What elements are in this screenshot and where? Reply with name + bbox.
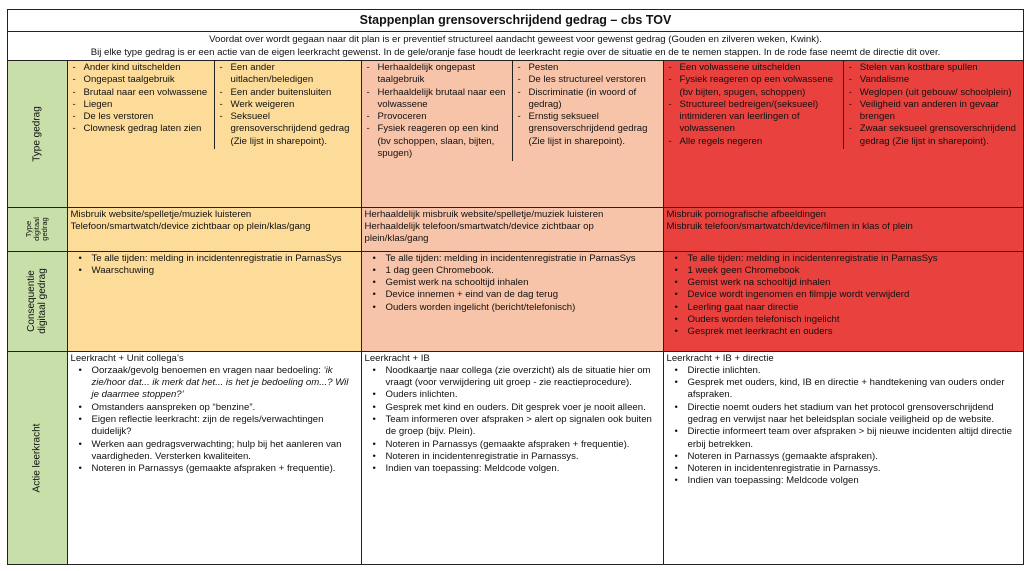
actie-orange-head: Leerkracht + IB — [364, 352, 430, 364]
list-item: • Gesprek met leerkracht en ouders — [667, 326, 1021, 338]
cell-red-consequentie — [663, 251, 1023, 351]
list-item: - Vandalisme — [847, 74, 1020, 86]
list-orange-a — [365, 62, 509, 160]
intro-line-2: Bij elke type gedrag is er een actie van de eigen leerkracht gewenst. In de gele/oranje fase houdt de leerkracht regie over de situatie en de te nemen stappen. In de rode fase neemt de directie dit over. — [90, 47, 941, 58]
list-item: • Device innemen + eind van de dag terug — [365, 289, 660, 301]
list-item: - Pesten — [516, 62, 660, 74]
list-item: • Gemist werk na schooltijd inhalen — [667, 277, 1021, 289]
list-item: • Noteren in incidentenregistratie in Parnassys. — [365, 451, 660, 463]
list-item: • Omstanders aanspreken op “benzine”. — [71, 402, 358, 414]
list-item: • Noteren in Parnassys (gemaakte afspraken + frequentie). — [71, 463, 358, 475]
list-item: - Herhaaldelijk brutaal naar een volwassene — [365, 87, 509, 112]
row-label-type-digitaal: Type digitaal gedrag — [8, 207, 67, 251]
list-item: • Directie inlichten. — [667, 365, 1021, 377]
list-item: • Te alle tijden: melding in incidentenregistratie in ParnasSys — [365, 253, 660, 265]
list-item: - De les verstoren — [71, 111, 211, 123]
list-item: • Te alle tijden: melding in incidentenregistratie in ParnasSys — [71, 253, 358, 265]
list-item: - Veiligheid van anderen in gevaar brengen — [847, 99, 1020, 124]
list-item: - Clownesk gedrag laten zien — [71, 123, 211, 135]
list-item: - Ernstig seksueel grensoverschrijdend gedrag (Zie lijst in sharepoint). — [516, 111, 660, 148]
list-orange-b — [516, 62, 660, 148]
list-item: - Alle regels negeren — [667, 136, 840, 148]
list-item: - Een volwassene uitschelden — [667, 62, 840, 74]
list-orange-actie — [365, 365, 660, 476]
behaviour-table — [8, 61, 1023, 564]
list-red-a — [667, 62, 840, 148]
list-item: • Team informeren over afspraken > alert op signalen ook buiten de groep (bijv. Plein). — [365, 414, 660, 439]
list-yellow-actie — [71, 365, 358, 402]
list-item: - Stelen van kostbare spullen — [847, 62, 1020, 74]
list-yellow-b — [218, 62, 358, 148]
page-title: Stappenplan grensoverschrijdend gedrag – cbs TOV — [8, 10, 1023, 32]
list-red-consequentie — [667, 253, 1021, 339]
list-item: • Gesprek met ouders, kind, IB en directie + handtekening van ouders onder afspraken. — [667, 377, 1021, 402]
list-item: - De les structureel verstoren — [516, 74, 660, 86]
list-item: - Provoceren — [365, 111, 509, 123]
list-item: • 1 week geen Chromebook — [667, 265, 1021, 277]
list-item: • 1 dag geen Chromebook. — [365, 265, 660, 277]
list-item: • Te alle tijden: melding in incidentenregistratie in ParnasSys — [667, 253, 1021, 265]
row-label-actie: Actie leerkracht — [8, 351, 67, 564]
list-item: • Directie noemt ouders het stadium van het protocol grensoverschrijdend gedrag en verwijst naar het beleidsplan sociale veiligheid op de website. — [667, 402, 1021, 427]
list-item: • Noteren in incidentenregistratie in Parnassys. — [667, 463, 1021, 475]
list-item: • Ouders worden telefonisch ingelicht — [667, 314, 1021, 326]
list-item: - Discriminatie (in woord of gedrag) — [516, 87, 660, 112]
list-orange-consequentie — [365, 253, 660, 314]
list-item: - Ander kind uitschelden — [71, 62, 211, 74]
list-item: • Indien van toepassing: Meldcode volgen. — [365, 463, 660, 475]
row-actie — [8, 351, 1023, 564]
cell-yellow-actie — [67, 351, 361, 564]
list-item: • Ouders inlichten. — [365, 389, 660, 401]
list-item: - Een ander buitensluiten — [218, 87, 358, 99]
cell-orange-consequentie — [361, 251, 663, 351]
list-item: • Ouders worden ingelicht (bericht/telefonisch) — [365, 302, 660, 314]
cell-yellow-consequentie — [67, 251, 361, 351]
cell-red-actie — [663, 351, 1023, 564]
list-item: - Liegen — [71, 99, 211, 111]
list-item: • Oorzaak/gevolg benoemen en vragen naar bedoeling: ‘ik zie/hoor dat... ik merk dat het... is het je bedoeling om...? Wil je daarmee stoppen?’ — [71, 365, 358, 402]
list-item: • Gesprek met kind en ouders. Dit gesprek voer je nooit alleen. — [365, 402, 660, 414]
list-item: - Werk weigeren — [218, 99, 358, 111]
list-item: - Zwaar seksueel grensoverschrijdend gedrag (Zie lijst in sharepoint). — [847, 123, 1020, 148]
list-item: - Seksueel grensoverschrijdend gedrag (Zie lijst in sharepoint). — [218, 111, 358, 148]
intro-text — [8, 32, 1023, 61]
row-consequentie — [8, 251, 1023, 351]
cell-orange-digitaal: Herhaaldelijk misbruik website/spelletje/muziek luisteren Herhaaldelijk telefoon/smartwatch/device zichtbaar op plein/klas/gang — [361, 207, 663, 251]
protocol-sheet — [7, 9, 1024, 565]
list-item: - Fysiek reageren op een kind (bv schoppen, slaan, bijten, spugen) — [365, 123, 509, 160]
list-item: - Ongepast taalgebruik — [71, 74, 211, 86]
list-item: - Structureel bedreigen/(seksueel) intimideren van leerlingen of volwassenen — [667, 99, 840, 136]
list-yellow-consequentie — [71, 253, 358, 278]
list-item: • Gemist werk na schooltijd inhalen — [365, 277, 660, 289]
list-item: • Waarschuwing — [71, 265, 358, 277]
row-type-digitaal — [8, 207, 1023, 251]
actie-yellow-head: Leerkracht + Unit collega’s — [70, 352, 184, 364]
row-label-consequentie: Consequentie digitaal gedrag — [8, 251, 67, 351]
cell-red-digitaal: Misbruik pornografische afbeeldingen Misbruik telefoon/smartwatch/device/filmen in klas of plein — [663, 207, 1023, 251]
list-item: • Indien van toepassing: Meldcode volgen — [667, 475, 1021, 487]
cell-red-type-gedrag — [663, 61, 1023, 207]
list-item: - Fysiek reageren op een volwassene (bv bijten, spugen, schoppen) — [667, 74, 840, 99]
cell-yellow-type-gedrag — [67, 61, 361, 207]
list-item: - Weglopen (uit gebouw/ schoolplein) — [847, 87, 1020, 99]
list-item: • Noteren in Parnassys (gemaakte afspraken + frequentie). — [365, 439, 660, 451]
list-item: • Noteren in Parnassys (gemaakte afspraken). — [667, 451, 1021, 463]
cell-yellow-digitaal: Misbruik website/spelletje/muziek luisteren Telefoon/smartwatch/device zichtbaar op plein/klas/gang — [67, 207, 361, 251]
row-type-gedrag — [8, 61, 1023, 207]
list-item: • Eigen reflectie leerkracht: zijn de regels/verwachtingen duidelijk? — [71, 414, 358, 439]
cell-orange-actie — [361, 351, 663, 564]
list-item: - Herhaaldelijk ongepast taalgebruik — [365, 62, 509, 87]
list-yellow-a — [71, 62, 211, 136]
list-item: • Device wordt ingenomen en filmpje wordt verwijderd — [667, 289, 1021, 301]
list-yellow-actie-rest — [71, 402, 358, 476]
list-item: • Directie informeert team over afspraken > bij nieuwe incidenten altijd directie erbij betrekken. — [667, 426, 1021, 451]
actie-red-head: Leerkracht + IB + directie — [666, 352, 774, 364]
list-item: - Brutaal naar een volwassene — [71, 87, 211, 99]
list-item: • Leerling gaat naar directie — [667, 302, 1021, 314]
cell-orange-type-gedrag — [361, 61, 663, 207]
row-label-type-gedrag: Type gedrag — [8, 61, 67, 207]
list-item: • Werken aan gedragsverwachting; hulp bij het aanleren van vaardigheden. Versterken kwaliteiten. — [71, 439, 358, 464]
intro-line-1: Voordat over wordt gegaan naar dit plan is er preventief structureel aandacht geweest voor gewenst gedrag (Gouden en zilveren weken, Kwink). — [209, 34, 822, 45]
list-red-b — [847, 62, 1020, 148]
list-red-actie — [667, 365, 1021, 488]
list-item: • Noodkaartje naar collega (zie overzicht) als de situatie hier om vraagt (voor verwijdering uit groep - zie reactieprocedure). — [365, 365, 660, 390]
list-item: - Een ander uitlachen/beledigen — [218, 62, 358, 87]
